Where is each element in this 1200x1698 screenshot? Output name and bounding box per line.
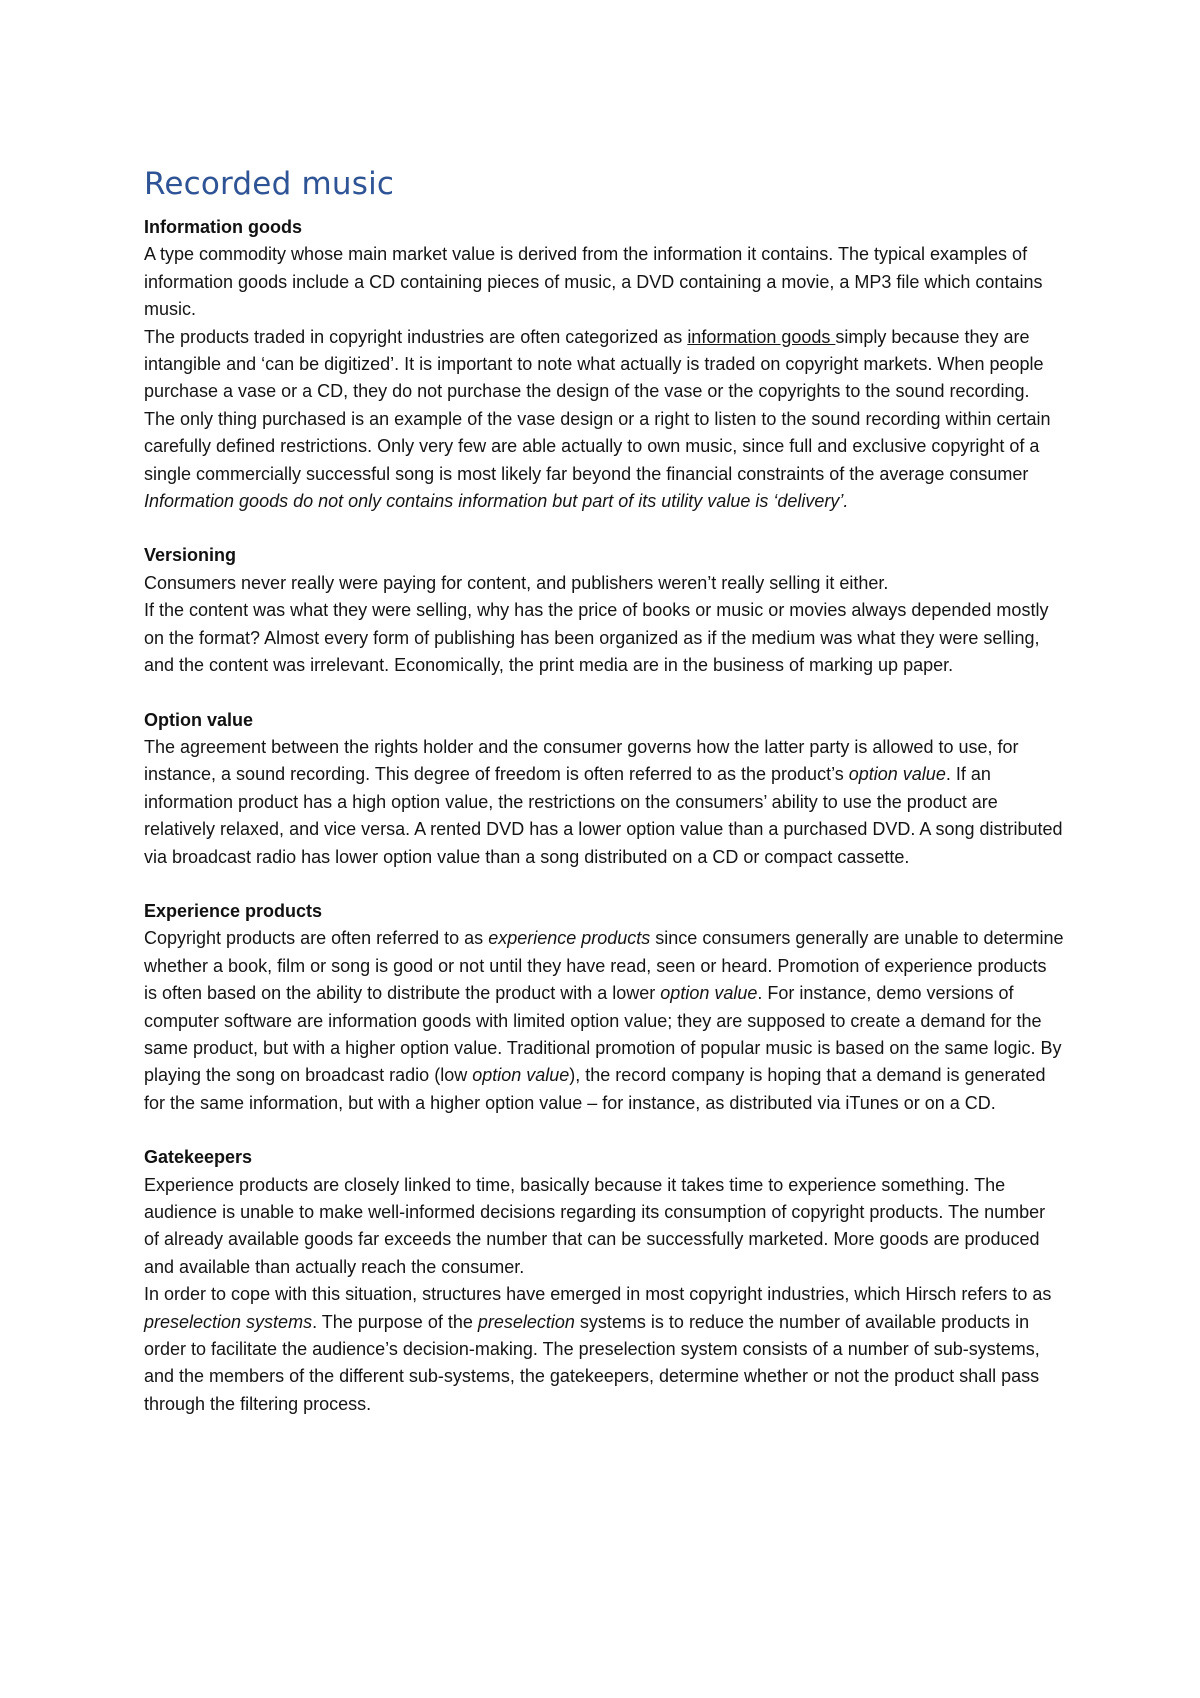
section-versioning (144, 542, 1064, 679)
document-body (144, 164, 1064, 1445)
paragraph-text: . If an information product has a high option value, the restrictions on the consumers’ ability to use the product are relatively relaxed, and vice versa. A rented DVD has a lower option value than a purchased DVD. A song distributed via broadcast radio has lower option value than a song distributed on a CD or compact cassette. (144, 764, 1063, 867)
paragraph-text: ), the record company is hoping that a demand is generated for the same information, but with a higher option value – for instance, as distributed via iTunes or on a CD. (144, 1065, 1046, 1113)
section-option-value (144, 707, 1064, 871)
heading-experience-products: Experience products (144, 900, 323, 921)
italic-term: option value (660, 983, 758, 1004)
paragraph (144, 324, 1064, 488)
document-title: Recorded music (144, 166, 395, 202)
paragraph: Consumers never really were paying for content, and publishers weren’t really selling it either. (144, 572, 889, 593)
paragraph-text: systems is to reduce the number of available products in order to facilitate the audience’s decision-making. The preselection system consists of a number of sub-systems, and the members of the different sub-systems, the gatekeepers, determine whether or not the product shall pass through the filtering process. (144, 1311, 1040, 1414)
italic-paragraph: Information goods do not only contains information but part of its utility value is ‘delivery’. (144, 491, 849, 512)
paragraph (144, 925, 1064, 1117)
paragraph: A type commodity whose main market value is derived from the information it contains. The typical examples of information goods include a CD containing pieces of music, a DVD containing a movie, a MP3 file which contains music. (144, 244, 1043, 320)
heading-gatekeepers: Gatekeepers (144, 1147, 253, 1168)
paragraph-text: since consumers generally are unable to determine whether a book, film or song is good or not until they have read, seen or heard. Promotion of experience products is often based on the ability to distribute the product with a lower (144, 928, 1064, 1004)
italic-term: preselection (477, 1311, 575, 1332)
paragraph-text: simply because they are intangible and ‘can be digitized’. It is important to note what actually is traded on copyright markets. When people purchase a vase or a CD, they do not purchase the design of the vase or the copyrights to the sound recording. The only thing purchased is an example of the vase design or a right to listen to the sound recording within certain carefully defined restrictions. Only very few are able actually to own music, since full and exclusive copyright of a single commercially successful song is most likely far beyond the financial constraints of the average consumer (144, 326, 1051, 484)
italic-term: option value (848, 764, 946, 785)
section-experience-products (144, 898, 1064, 1117)
italic-term: preselection systems (144, 1311, 313, 1332)
paragraph: If the content was what they were selling, why has the price of books or music or movies always depended mostly on the format? Almost every form of publishing has been organized as if the medium was what they were selling, and the content was irrelevant. Economically, the print media are in the business of marking up paper. (144, 600, 1049, 676)
underlined-term: information goods (687, 326, 836, 347)
paragraph (144, 1281, 1064, 1418)
paragraph-text: Copyright products are often referred to as (144, 928, 489, 949)
italic-term: option value (472, 1065, 570, 1086)
heading-option-value: Option value (144, 709, 254, 730)
paragraph-text: The products traded in copyright industries are often categorized as (144, 326, 688, 347)
paragraph: Experience products are closely linked to time, basically because it takes time to experience something. The audience is unable to make well-informed decisions regarding its consumption of copyright products. The number of already available goods far exceeds the number that can be successfully marketed. More goods are produced and available than actually reach the consumer. (144, 1174, 1046, 1277)
paragraph-text: In order to cope with this situation, structures have emerged in most copyright industries, which Hirsch refers to as (144, 1284, 1052, 1305)
paragraph-text: The agreement between the rights holder and the consumer governs how the latter party is allowed to use, for instance, a sound recording. This degree of freedom is often referred to as the product’s (144, 736, 1019, 785)
paragraph-text: . For instance, demo versions of computer software are information goods with limited option value; they are supposed to create a demand for the same product, but with a higher option value. Traditional promotion of popular music is based on the same logic. By playing the song on broadcast radio (low (144, 983, 1062, 1086)
heading-information-goods: Information goods (144, 217, 302, 237)
italic-term: experience products (488, 928, 651, 949)
paragraph (144, 734, 1064, 871)
section-information-goods (144, 214, 1064, 515)
heading-versioning: Versioning (144, 545, 237, 566)
section-gatekeepers (144, 1144, 1064, 1418)
paragraph-text: . The purpose of the (312, 1311, 478, 1332)
